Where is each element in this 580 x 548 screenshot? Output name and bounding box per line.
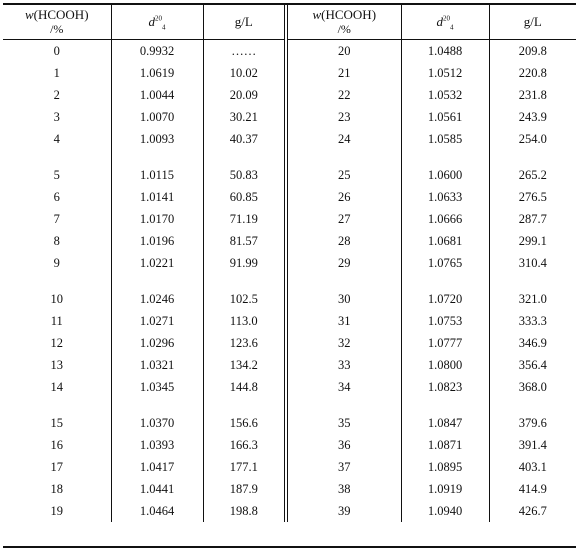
header-gl-right: g/L — [489, 5, 576, 40]
density-cell: 1.0296 — [111, 332, 203, 354]
density-cell: 1.0441 — [111, 478, 203, 500]
spacer-cell — [3, 274, 111, 288]
concentration-cell: 60.85 — [203, 186, 286, 208]
table-row — [3, 354, 576, 376]
density-cell: 1.0765 — [401, 252, 489, 274]
w-percent-cell: 33 — [286, 354, 401, 376]
table-row — [3, 252, 576, 274]
concentration-cell: 166.3 — [203, 434, 286, 456]
table-row — [3, 106, 576, 128]
density-cell: 1.0681 — [401, 230, 489, 252]
density-cell: 1.0115 — [111, 164, 203, 186]
spacer-cell — [3, 150, 111, 164]
w-percent-cell: 37 — [286, 456, 401, 478]
table-row — [3, 40, 576, 63]
density-cell: 1.0600 — [401, 164, 489, 186]
formic-acid-density-table — [3, 3, 576, 548]
density-cell: 1.0619 — [111, 62, 203, 84]
w-percent-cell: 24 — [286, 128, 401, 150]
header-gl-left: g/L — [203, 5, 286, 40]
density-cell: 1.0895 — [401, 456, 489, 478]
w-percent-cell: 20 — [286, 40, 401, 63]
block-spacer-row — [3, 274, 576, 288]
table-row — [3, 478, 576, 500]
concentration-cell: 113.0 — [203, 310, 286, 332]
concentration-cell: 10.02 — [203, 62, 286, 84]
w-percent-cell: 13 — [3, 354, 111, 376]
concentration-cell: 123.6 — [203, 332, 286, 354]
concentration-cell: 177.1 — [203, 456, 286, 478]
header-w-left: w(HCOOH) /% — [3, 5, 111, 40]
density-cell: 1.0170 — [111, 208, 203, 230]
concentration-cell: 333.3 — [518, 314, 547, 328]
concentration-cell: 50.83 — [203, 164, 286, 186]
w-percent-cell: 1 — [3, 62, 111, 84]
w-percent-cell: 6 — [3, 186, 111, 208]
density-cell: 1.0777 — [401, 332, 489, 354]
concentration-cell: 265.2 — [518, 168, 547, 182]
concentration-cell: 20.09 — [203, 84, 286, 106]
w-percent-cell: 28 — [286, 230, 401, 252]
concentration-cell: 220.8 — [518, 66, 547, 80]
concentration-cell: 81.57 — [203, 230, 286, 252]
block-spacer-row — [3, 150, 576, 164]
table-row — [3, 230, 576, 252]
spacer-cell — [489, 150, 576, 164]
density-cell: 1.0417 — [111, 456, 203, 478]
density-cell: 1.0196 — [111, 230, 203, 252]
w-percent-cell: 18 — [3, 478, 111, 500]
w-percent-cell: 11 — [3, 310, 111, 332]
density-cell: 1.0847 — [401, 412, 489, 434]
table-row — [3, 208, 576, 230]
w-percent-cell: 5 — [3, 164, 111, 186]
density-cell: 1.0271 — [111, 310, 203, 332]
spacer-cell — [286, 274, 401, 288]
w-percent-cell: 2 — [3, 84, 111, 106]
table-body — [3, 40, 576, 523]
w-percent-cell: 16 — [3, 434, 111, 456]
density-cell: 1.0753 — [401, 310, 489, 332]
w-percent-cell: 31 — [286, 310, 401, 332]
concentration-cell: 209.8 — [518, 44, 547, 58]
density-cell: 1.0871 — [401, 434, 489, 456]
concentration-cell: 310.4 — [518, 256, 547, 270]
density-cell: 1.0246 — [111, 288, 203, 310]
w-percent-cell: 29 — [286, 252, 401, 274]
concentration-cell: 321.0 — [518, 292, 547, 306]
header-density-right: $d^{20}_4$ — [401, 5, 489, 40]
w-percent-cell: 25 — [286, 164, 401, 186]
density-cell: 1.0370 — [111, 412, 203, 434]
density-cell: 1.0720 — [401, 288, 489, 310]
w-percent-cell: 0 — [3, 40, 111, 63]
concentration-cell: 414.9 — [518, 482, 547, 496]
w-percent-cell: 4 — [3, 128, 111, 150]
w-percent-cell: 9 — [3, 252, 111, 274]
spacer-cell — [203, 398, 286, 412]
density-cell: 1.0823 — [401, 376, 489, 398]
header-w-right: w(HCOOH) /% — [286, 5, 401, 40]
w-percent-cell: 10 — [3, 288, 111, 310]
w-percent-cell: 19 — [3, 500, 111, 522]
spacer-cell — [111, 274, 203, 288]
header-row — [3, 5, 576, 40]
spacer-cell — [111, 150, 203, 164]
concentration-cell: 144.8 — [203, 376, 286, 398]
w-percent-cell: 26 — [286, 186, 401, 208]
spacer-cell — [203, 274, 286, 288]
density-cell: 1.0070 — [111, 106, 203, 128]
table-row — [3, 84, 576, 106]
density-cell: 1.0393 — [111, 434, 203, 456]
density-cell: 1.0919 — [401, 478, 489, 500]
table-row — [3, 128, 576, 150]
spacer-cell — [286, 398, 401, 412]
block-spacer-row — [3, 398, 576, 412]
table-row — [3, 376, 576, 398]
spacer-cell — [489, 398, 576, 412]
concentration-cell: 243.9 — [518, 110, 547, 124]
w-percent-cell: 21 — [286, 62, 401, 84]
concentration-cell: 379.6 — [518, 416, 547, 430]
density-cell: 1.0093 — [111, 128, 203, 150]
table-row — [3, 62, 576, 84]
concentration-cell: 102.5 — [203, 288, 286, 310]
concentration-cell: 299.1 — [518, 234, 547, 248]
w-percent-cell: 15 — [3, 412, 111, 434]
concentration-cell: 426.7 — [518, 504, 547, 518]
density-cell: 1.0488 — [401, 40, 489, 63]
spacer-cell — [489, 274, 576, 288]
table-row — [3, 288, 576, 310]
density-cell: 1.0221 — [111, 252, 203, 274]
table-row — [3, 186, 576, 208]
concentration-cell: 346.9 — [518, 336, 547, 350]
table-row — [3, 456, 576, 478]
w-percent-cell: 14 — [3, 376, 111, 398]
density-cell: 1.0633 — [401, 186, 489, 208]
table-row — [3, 332, 576, 354]
concentration-cell: 71.19 — [203, 208, 286, 230]
table-row — [3, 434, 576, 456]
concentration-cell: 368.0 — [518, 380, 547, 394]
density-cell: 1.0800 — [401, 354, 489, 376]
w-percent-cell: 35 — [286, 412, 401, 434]
spacer-cell — [111, 398, 203, 412]
concentration-cell: 91.99 — [203, 252, 286, 274]
spacer-cell — [401, 150, 489, 164]
w-percent-cell: 23 — [286, 106, 401, 128]
density-cell: 1.0345 — [111, 376, 203, 398]
density-cell: 1.0940 — [401, 500, 489, 522]
table-row — [3, 500, 576, 522]
w-percent-cell: 38 — [286, 478, 401, 500]
concentration-cell: 231.8 — [518, 88, 547, 102]
density-cell: 1.0321 — [111, 354, 203, 376]
concentration-cell: 276.5 — [518, 190, 547, 204]
density-cell: 1.0561 — [401, 106, 489, 128]
concentration-cell: 156.6 — [203, 412, 286, 434]
density-cell: 0.9932 — [111, 40, 203, 63]
w-percent-cell: 32 — [286, 332, 401, 354]
w-percent-cell: 17 — [3, 456, 111, 478]
spacer-cell — [3, 398, 111, 412]
w-percent-cell: 7 — [3, 208, 111, 230]
header-density-left: $d^{20}_4$ — [111, 5, 203, 40]
density-cell: 1.0044 — [111, 84, 203, 106]
concentration-cell: 356.4 — [518, 358, 547, 372]
concentration-cell: 391.4 — [518, 438, 547, 452]
density-cell: 1.0512 — [401, 62, 489, 84]
spacer-cell — [286, 150, 401, 164]
concentration-cell: 187.9 — [203, 478, 286, 500]
w-percent-cell: 8 — [3, 230, 111, 252]
w-percent-cell: 34 — [286, 376, 401, 398]
concentration-cell: 403.1 — [518, 460, 547, 474]
spacer-cell — [203, 150, 286, 164]
spacer-cell — [401, 398, 489, 412]
density-cell: 1.0666 — [401, 208, 489, 230]
w-percent-cell: 12 — [3, 332, 111, 354]
spacer-cell — [401, 274, 489, 288]
table-row — [3, 412, 576, 434]
table-row — [3, 164, 576, 186]
density-cell: 1.0141 — [111, 186, 203, 208]
w-percent-cell: 39 — [286, 500, 401, 522]
concentration-cell: 287.7 — [518, 212, 547, 226]
w-percent-cell: 3 — [3, 106, 111, 128]
w-percent-cell: 36 — [286, 434, 401, 456]
w-percent-cell: 27 — [286, 208, 401, 230]
concentration-cell: 30.21 — [203, 106, 286, 128]
w-percent-cell: 30 — [286, 288, 401, 310]
density-cell: 1.0585 — [401, 128, 489, 150]
density-cell: 1.0532 — [401, 84, 489, 106]
concentration-cell: …… — [203, 40, 286, 63]
concentration-cell: 198.8 — [203, 500, 286, 522]
concentration-cell: 40.37 — [203, 128, 286, 150]
table-row — [3, 310, 576, 332]
density-cell: 1.0464 — [111, 500, 203, 522]
data-table — [3, 5, 576, 522]
concentration-cell: 254.0 — [518, 132, 547, 146]
w-percent-cell: 22 — [286, 84, 401, 106]
concentration-cell: 134.2 — [203, 354, 286, 376]
